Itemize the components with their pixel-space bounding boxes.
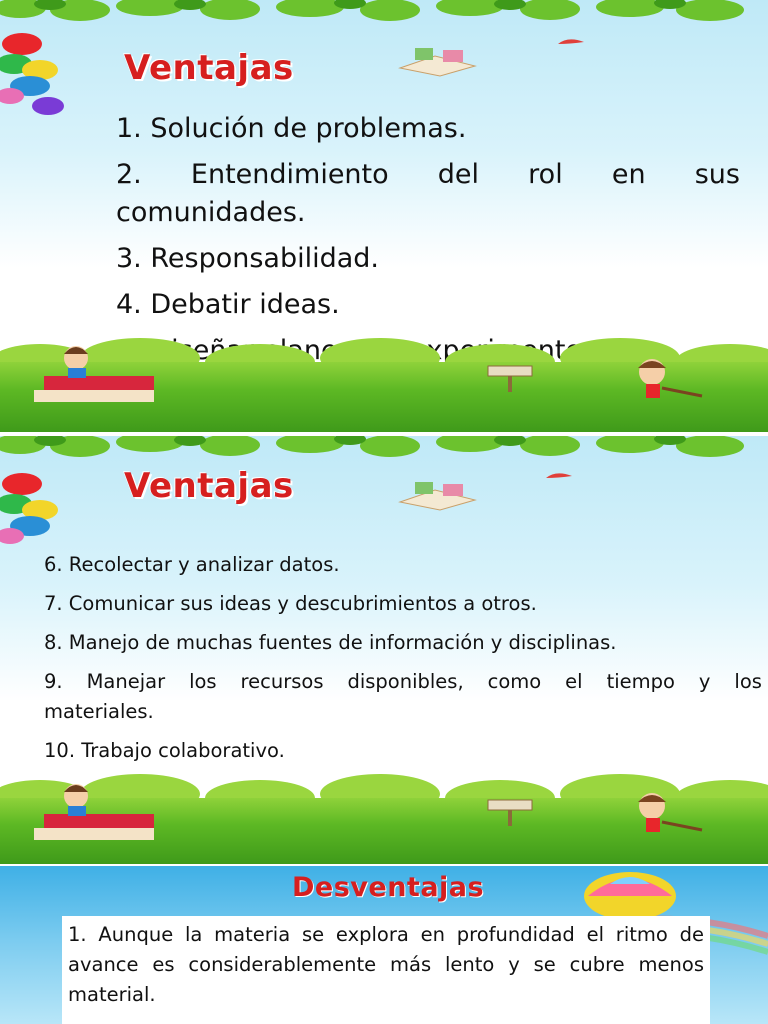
word: 2. (116, 159, 142, 190)
advantages-list-2 (44, 550, 762, 775)
list-item: 3. Responsabilidad. (116, 243, 379, 274)
open-book-icon (395, 38, 485, 78)
child-playing-icon (612, 790, 722, 840)
slide-2 (0, 436, 768, 864)
word: Manejar (86, 670, 166, 693)
word: los (189, 670, 217, 693)
word: disponibles, (347, 670, 464, 693)
word: tiempo (606, 670, 675, 693)
slide-2-title: Ventajas (124, 466, 294, 506)
word: como (487, 670, 542, 693)
balloons-icon (0, 30, 80, 120)
leaves-border (0, 436, 768, 470)
balloons-icon (0, 470, 80, 556)
slide-3-title: Desventajas (292, 872, 485, 903)
disadvantage-item: 1. Aunque la materia se explora en profundidad el ritmo de avance es considerablemente más lento y se cubre menos material. (68, 923, 704, 1006)
list-item: 7. Comunicar sus ideas y descubrimientos a otros. (44, 592, 537, 615)
list-item (116, 156, 740, 194)
slide-1-title: Ventajas (124, 48, 294, 88)
list-item: 4. Debatir ideas. (116, 289, 340, 320)
child-reading-icon (24, 338, 164, 412)
list-item-continuation: materiales. (44, 700, 154, 723)
word: recursos (240, 670, 324, 693)
signpost-icon (482, 362, 542, 392)
list-item: 6. Recolectar y analizar datos. (44, 553, 340, 576)
slide-3 (0, 866, 768, 1024)
list-item (44, 667, 762, 697)
word: Entendimiento (190, 159, 389, 190)
word: en (611, 159, 646, 190)
list-item: 10. Trabajo colaborativo. (44, 739, 285, 762)
word: rol (528, 159, 563, 190)
list-item: 1. Solución de problemas. (116, 113, 467, 144)
word: del (437, 159, 480, 190)
disadvantages-box (62, 916, 710, 1024)
signpost-icon (482, 796, 542, 826)
word: los (734, 670, 762, 693)
slide-1 (0, 0, 768, 432)
word: sus (694, 159, 740, 190)
child-playing-icon (612, 356, 722, 406)
list-item: 8. Manejo de muchas fuentes de información y disciplinas. (44, 631, 617, 654)
bird-icon (556, 36, 586, 52)
child-reading-icon (24, 776, 164, 850)
open-book-icon (395, 472, 485, 512)
leaves-border (0, 0, 768, 34)
word: y (698, 670, 711, 693)
bird-icon (544, 470, 574, 486)
word: 9. (44, 670, 63, 693)
word: el (565, 670, 583, 693)
list-item: Diseñar planes (150, 335, 352, 366)
list-item-continuation: comunidades. (116, 197, 306, 228)
